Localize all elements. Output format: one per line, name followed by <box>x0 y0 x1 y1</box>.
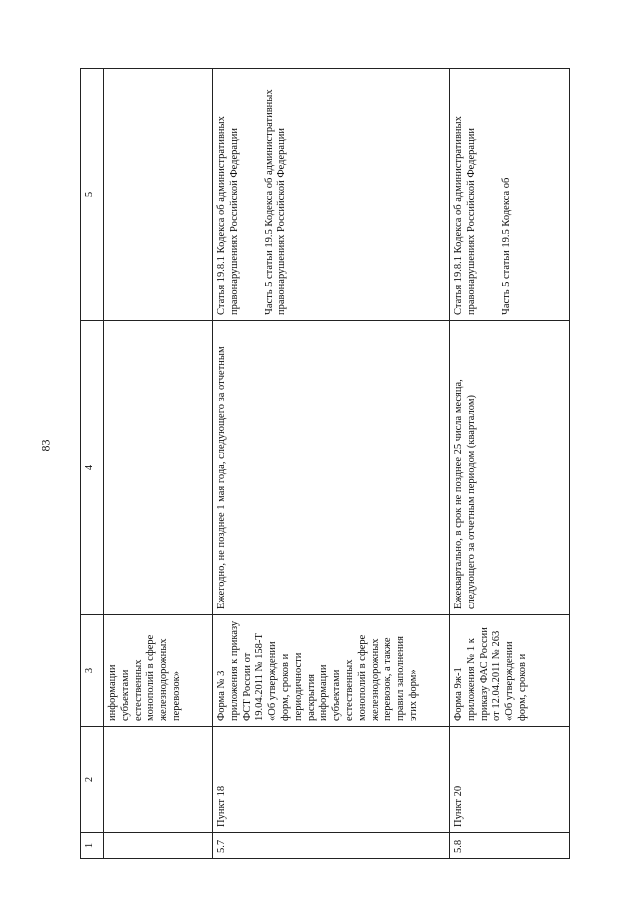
row-number: 5.7 <box>213 833 450 859</box>
law-text-1: Статья 19.8.1 Кодекса об административных правонарушениях Российской Федерации <box>453 116 477 315</box>
law-spacer <box>242 74 264 315</box>
header-col-5: 5 <box>81 69 104 321</box>
row-form: Форма 9ж-1 приложения № 1 к приказу ФАС России от 12.04.2011 № 263 «Об утверждении форм, сроков и <box>450 615 570 727</box>
requirements-table <box>80 68 570 859</box>
row-form: информации субъектами естественных монополий в сфере железнодорожных перевозок» <box>104 615 213 727</box>
header-col-3: 3 <box>81 615 104 727</box>
row-law <box>450 69 570 321</box>
law-text-2: Часть 5 статьи 19.5 Кодекса об <box>500 177 512 315</box>
table-row <box>104 69 213 859</box>
law-spacer <box>479 74 501 315</box>
header-col-1: 1 <box>81 833 104 859</box>
row-point: Пункт 20 <box>450 727 570 833</box>
row-form: Форма № 3 приложения к приказу ФСТ России от 19.04.2011 № 158-Т «Об утверждении форм, сроков и периодичности раскрытия информации субъектами естественных монополий в сфере железнодорожных перевозок, а также правил заполнения этих форм» <box>213 615 450 727</box>
header-col-4: 4 <box>81 321 104 615</box>
law-text-2: Часть 5 статьи 19.5 Кодекса об административных правонарушениях Российской Федерации <box>263 89 288 315</box>
law-text-1: Статья 19.8.1 Кодекса об административных правонарушениях Российской Федерации <box>216 116 240 315</box>
page-number: 83 <box>38 439 53 452</box>
header-col-2: 2 <box>81 727 104 833</box>
table-row <box>213 69 450 859</box>
row-law <box>213 69 450 321</box>
row-point: Пункт 18 <box>213 727 450 833</box>
row-deadline: Ежеквартально, в срок не позднее 25 числа месяца, следующего за отчетным периодом (кварталом) <box>450 321 570 615</box>
row-point <box>104 727 213 833</box>
rotated-document-table <box>80 69 560 859</box>
row-deadline <box>104 321 213 615</box>
row-law <box>104 69 213 321</box>
row-deadline: Ежегодно, не позднее 1 мая года, следующего за отчетным <box>213 321 450 615</box>
table-row <box>450 69 570 859</box>
row-number: 5.8 <box>450 833 570 859</box>
row-number <box>104 833 213 859</box>
table-header-row <box>81 69 104 859</box>
